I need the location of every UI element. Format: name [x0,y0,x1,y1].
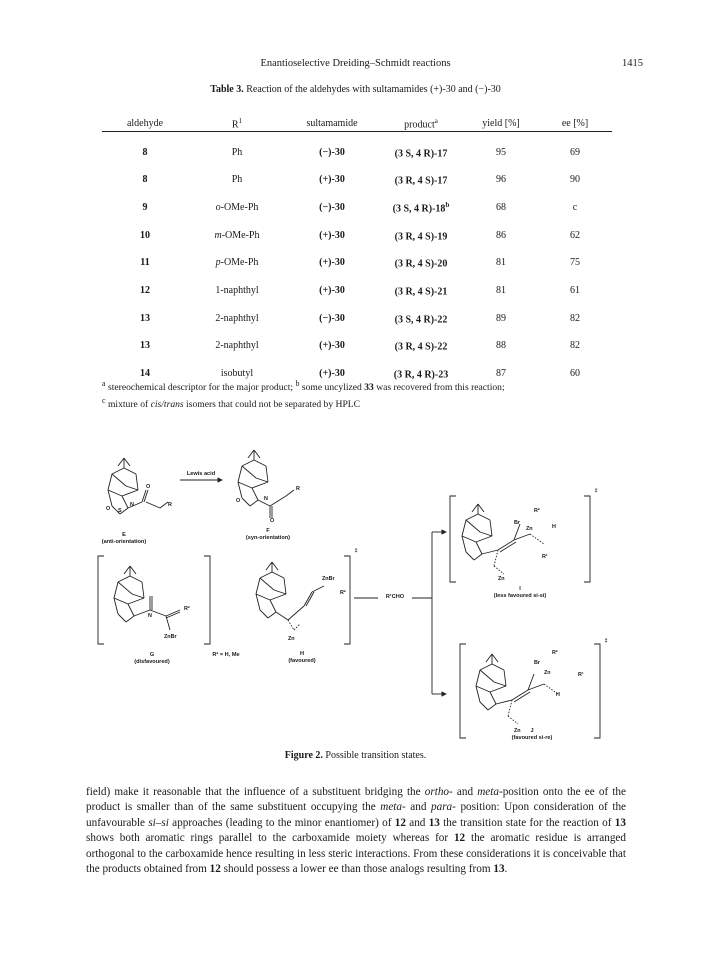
cell-ee: 62 [570,229,580,241]
label-r2-note: R² = H, Me [212,652,240,658]
table-caption [0,84,711,95]
cell-yield: 87 [496,368,506,380]
atom-r2: R² [552,650,558,656]
cell-r1: 2-naphthyl [215,340,259,352]
cell-yield: 81 [496,257,506,269]
cell-sultamamide: (+)-30 [319,340,345,352]
label-i: I [519,586,521,592]
label-dagger-i: ‡ [594,488,598,494]
table-row [102,194,612,222]
table-row [102,304,612,332]
label-i-desc: (less favoured si-si) [493,593,547,599]
results-table [102,117,612,388]
cell-yield: 88 [496,340,506,352]
atom-r2: R² [184,606,190,612]
table-caption-text: Reaction of the aldehydes with sultamamides (+)-30 and (−)-30 [246,84,501,95]
label-f: F [266,528,270,534]
structure-f [238,450,294,518]
atom-r: R [296,486,300,492]
cell-aldehyde: 9 [142,202,148,214]
atom-s: S [118,508,122,514]
atom-br: Br [534,660,540,666]
label-dagger-h: ‡ [354,548,358,554]
structure-h [344,556,350,644]
label-e-desc: (anti-orientation) [101,539,147,545]
label-h: H [299,651,305,657]
atom-zn: Zn [498,576,505,582]
label-f-desc: (syn-orientation) [245,535,291,541]
cell-r1: isobutyl [220,368,254,380]
cell-aldehyde: 12 [140,285,150,297]
cell-r1: Ph [231,174,243,186]
cell-product: (3 R, 4 S)-20 [394,258,448,270]
structure-j [460,644,600,738]
cell-yield: 96 [496,174,506,186]
cell-r1: Ph [231,146,243,158]
cell-aldehyde: 13 [140,340,150,352]
footnote-line-2: $^c$ mixture of cis/trans isomers that could not be separated by HPLC [102,395,361,410]
label-g: G [149,652,155,658]
cell-yield: 89 [496,312,506,324]
page-number: 1415 [622,58,643,69]
table-footnotes [102,378,622,411]
atom-r1: R¹ [578,672,584,678]
cell-ee: 75 [570,257,580,269]
cell-yield: 95 [496,146,506,158]
atom-o: O [236,498,241,504]
table-row [102,277,612,305]
cell-yield: 86 [496,229,506,241]
body-paragraph: field) make it reasonable that the influence of a substituent bridging the ortho- and meta-position onto the ee of the product is smaller than of the same substituent occupying the meta- and para- position: Upon consideration of the unfavourable si–si approaches (leading to the minor enantiomer) of 12 and 13 the transition state for the reaction of 13 shows both aromatic rings parallel to the carboxamide moiety whereas for 12 the aromatic residue is arranged orthogonal to the carboxamide hence resulting in less steric interactions. From these considerations it is conceivable that the products obtained from 12 should possess a lower ee than those analogs resulting from 13. [86,786,627,876]
atom-r2: R² [534,508,540,514]
table-row [102,249,612,277]
col-header-aldehyde: aldehyde [102,117,188,132]
cell-r1: m-OMe-Ph [214,229,260,241]
cell-sultamamide: (+)-30 [319,257,345,269]
cell-ee: 82 [570,312,580,324]
table-row [102,166,612,194]
table-row [102,221,612,249]
table-row [102,132,612,166]
atom-r1: R¹ [542,554,548,560]
running-head [0,58,711,74]
cell-aldehyde: 11 [140,257,150,269]
atom-znbr: ZnBr [164,634,177,640]
label-g-desc: (disfavoured) [134,659,170,665]
atom-n: N [130,502,134,508]
cell-aldehyde: 8 [142,174,148,186]
cell-sultamamide: (−)-30 [319,146,345,158]
cell-aldehyde: 8 [142,146,148,158]
col-header-ee: ee [%] [538,117,612,132]
cell-r1: 1-naphthyl [215,285,259,297]
cell-product: (3 R, 4 S)-19 [394,230,448,242]
transition-state-figure [86,448,626,748]
atom-r: R [168,502,172,508]
atom-h: H [552,524,556,530]
cell-aldehyde: 13 [140,312,150,324]
running-title: Enantioselective Dreiding–Schmidt reactions [260,58,451,69]
cell-sultamamide: (−)-30 [319,312,345,324]
table-header-row [102,117,612,132]
label-j-desc: (favoured si-re) [511,735,553,741]
cell-product: (3 R, 4 S)-22 [394,341,448,353]
cell-ee: 69 [570,146,580,158]
atom-znbr: ZnBr [322,576,335,582]
atom-o: O [146,484,151,490]
cell-yield: 81 [496,285,506,297]
cell-product: (3 R, 4 R)-23 [393,369,449,381]
atom-o: O [106,506,111,512]
cell-product: (3 S, 4 R)-17 [394,147,448,159]
footnote-line-1: $^a$ stereochemical descriptor for the major product; $^b$ some uncylized 33 was recovered from this reaction; [102,379,505,394]
label-h-desc: (favoured) [288,658,316,664]
col-header-yield: yield [%] [464,117,538,132]
atom-zn: Zn [544,670,551,676]
cell-ee: 82 [570,340,580,352]
col-header-sultamamide: sultamamide [286,117,378,132]
cell-sultamamide: (+)-30 [319,174,345,186]
cell-product: (3 R, 4 S)-21 [394,286,448,298]
cell-yield: 68 [496,202,506,214]
cell-sultamamide: (−)-30 [319,202,345,214]
col-header-r1: $R^1$ [188,117,286,132]
cell-aldehyde: 14 [140,368,150,380]
cell-sultamamide: (+)-30 [319,229,345,241]
figure-caption [0,750,711,761]
atom-zn: Zn [288,636,295,642]
atom-br: Br [514,520,520,526]
structure-i [450,496,590,582]
label-e: E [122,532,126,538]
cell-sultamamide: (+)-30 [319,285,345,297]
cell-r1: o-OMe-Ph [215,202,259,214]
cell-aldehyde: 10 [140,229,150,241]
table-row [102,332,612,360]
atom-n: N [264,496,268,502]
cell-ee: 60 [570,368,580,380]
atom-h: H [556,692,560,698]
col-header-product: product$^a$ [378,117,464,132]
label-reagent: R¹CHO [385,594,405,600]
cell-product: (3 S, 4 R)-22 [394,313,448,325]
cell-ee: c [572,202,578,214]
label-j: J [530,728,534,734]
label-lewis-acid: Lewis acid [186,471,216,477]
cell-r1: 2-naphthyl [215,312,259,324]
table-caption-label: Table 3. [210,84,244,95]
cell-product: (3 S, 4 R)-18$^b$ [392,200,450,215]
label-dagger-j: ‡ [604,638,608,644]
structure-e [108,458,168,514]
atom-n: N [148,613,152,619]
figure-caption-text: Possible transition states. [325,750,427,761]
atom-zn: Zn [514,728,521,734]
cell-r1: p-OMe-Ph [215,257,259,269]
cell-product: (3 R, 4 S)-17 [394,175,448,187]
atom-r2: R² [340,590,346,596]
figure-caption-label: Figure 2. [284,750,323,761]
atom-zn: Zn [526,526,533,532]
atom-o: O [270,518,275,524]
cell-ee: 61 [570,285,580,297]
cell-ee: 90 [570,174,580,186]
cell-sultamamide: (+)-30 [319,368,345,380]
